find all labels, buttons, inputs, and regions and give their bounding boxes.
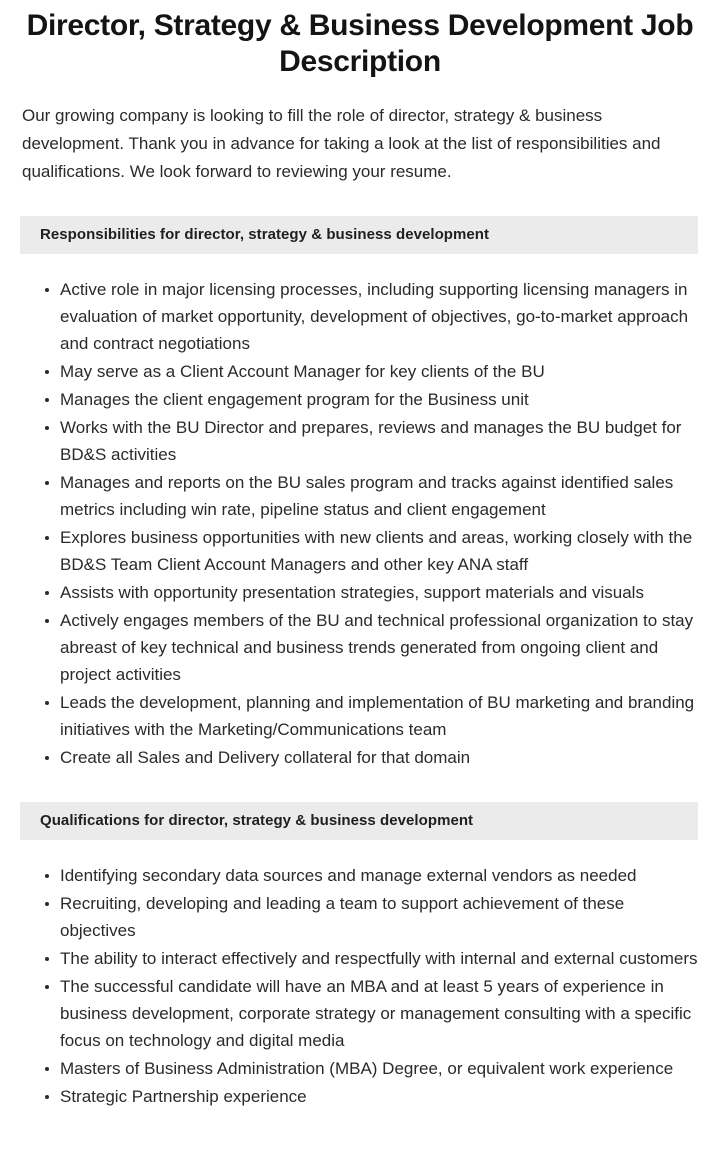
section-qualifications — [0, 772, 720, 1110]
responsibilities-list — [0, 254, 720, 771]
list-item: Strategic Partnership experience — [22, 1083, 698, 1110]
section-responsibilities — [0, 186, 720, 771]
list-item: Leads the development, planning and implementation of BU marketing and branding initiatives with the Marketing/Communications team — [22, 689, 698, 743]
list-item: The successful candidate will have an MBA and at least 5 years of experience in business development, corporate strategy or management consulting with a specific focus on technology and digital media — [22, 973, 698, 1054]
section-heading-responsibilities: Responsibilities for director, strategy & business development — [20, 216, 698, 254]
section-spacer — [0, 186, 720, 216]
list-item: The ability to interact effectively and respectfully with internal and external customers — [22, 945, 698, 972]
list-item: Assists with opportunity presentation strategies, support materials and visuals — [22, 579, 698, 606]
list-item: Actively engages members of the BU and technical professional organization to stay abreast of key technical and business trends generated from ongoing client and project activities — [22, 607, 698, 688]
qualifications-list — [0, 840, 720, 1110]
list-item: Create all Sales and Delivery collateral for that domain — [22, 744, 698, 771]
list-item: Manages the client engagement program for the Business unit — [22, 386, 698, 413]
section-spacer — [0, 772, 720, 802]
list-item: Masters of Business Administration (MBA) Degree, or equivalent work experience — [22, 1055, 698, 1082]
list-item: Active role in major licensing processes, including supporting licensing managers in evaluation of market opportunity, development of objectives, go-to-market approach and contract negotiations — [22, 276, 698, 357]
page-bottom-spacer — [0, 1111, 720, 1129]
list-item: May serve as a Client Account Manager for key clients of the BU — [22, 358, 698, 385]
list-item: Identifying secondary data sources and manage external vendors as needed — [22, 862, 698, 889]
list-item: Works with the BU Director and prepares, reviews and manages the BU budget for BD&S activities — [22, 414, 698, 468]
intro-paragraph: Our growing company is looking to fill the role of director, strategy & business development. Thank you in advance for taking a look at the list of responsibilities and qualifications. We look forward to reviewing your resume. — [22, 106, 661, 181]
page-title: Director, Strategy & Business Development Job Description — [26, 9, 694, 78]
list-item: Manages and reports on the BU sales program and tracks against identified sales metrics including win rate, pipeline status and client engagement — [22, 469, 698, 523]
list-item: Explores business opportunities with new clients and areas, working closely with the BD&S Team Client Account Managers and other key ANA staff — [22, 524, 698, 578]
list-item: Recruiting, developing and leading a team to support achievement of these objectives — [22, 890, 698, 944]
section-heading-qualifications: Qualifications for director, strategy & business development — [20, 802, 698, 840]
